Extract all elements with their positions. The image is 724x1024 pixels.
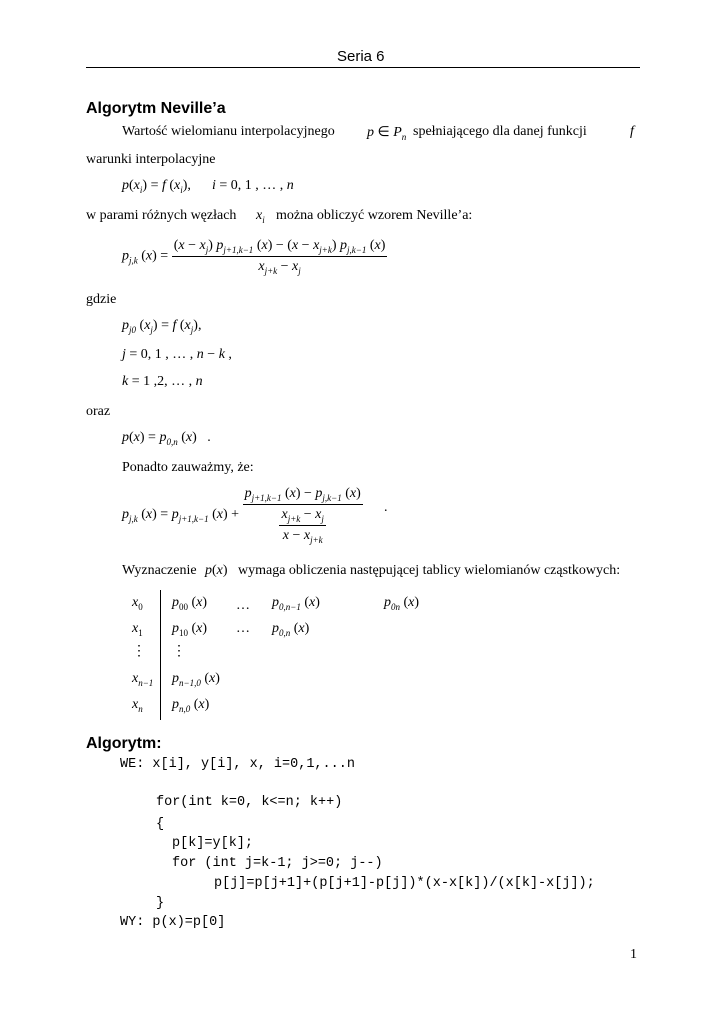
nodes-text-b: można obliczyć wzorem Neville’a: xyxy=(276,208,473,223)
section-heading-neville: Algorytm Neville’a xyxy=(86,100,226,117)
table-p0n: $p_{0,n}$ (x) xyxy=(272,621,310,638)
code-line-input: WE: x[i], y[i], x, i=0,1,...n xyxy=(120,757,355,772)
formula-interp-conditions: $p(x_i) = f$ $(x_i)$, i = 0, 1 , … , n xyxy=(122,178,294,195)
table-p0n-1: $p_{0,n-1}$ (x) xyxy=(272,595,320,612)
code-line-output: WY: p(x)=p[0] xyxy=(120,915,226,930)
table-x1: $x_1$ xyxy=(132,621,143,638)
table-dots-row1: … xyxy=(236,598,250,613)
formula-p-equals-p0n: $p(x) = p_{0,n}$ (x) . xyxy=(122,430,211,447)
page-number: 1 xyxy=(630,947,637,962)
table-p10: $p_{10}$ (x) xyxy=(172,621,208,638)
intro-text-line2: warunki interpolacyjne xyxy=(86,152,216,167)
table-dots-row2: … xyxy=(236,621,250,636)
nodes-text-a: w parami różnych węzłach xyxy=(86,208,237,223)
formula-k-range: k = 1 ,2, … , n xyxy=(122,374,203,389)
formula-neville-alt: $p_{j,k}$ $(x) = p_{j+1,k-1}$ (x) + $\frac{p_{j+1,k-1} (x) - p_{j,k-1} (x)}{\frac{x_{j+k} - x_j}{x - x_{j+k}}}$ xyxy=(122,486,361,545)
formula-neville: $p_{j,k}$ (x) = $\frac{(x - x_j) p_{j+1,k-1} (x) - (x - x_{j+k}) p_{j,k-1} (x)}{x_{j+k} - x_j}$ xyxy=(122,238,386,276)
period: . xyxy=(384,500,388,515)
intro-text-b: spełniającego dla danej funkcji xyxy=(413,124,587,139)
formula-f: f xyxy=(630,124,634,139)
table-divider xyxy=(160,590,161,720)
formula-px: p(x) xyxy=(205,563,228,578)
intro-text-a: Wartość wielomianu interpolacyjnego xyxy=(122,124,335,139)
formula-pj0: $p_{j0}$ $(x_j) = f$ $(x_j)$, xyxy=(122,318,202,335)
formula-xi: $x_i$ xyxy=(256,208,265,225)
section-heading-algorytm: Algorytm: xyxy=(86,735,162,752)
table-p0n-final: $p_{0n}$ (x) xyxy=(384,595,420,612)
table-p00: $p_{00}$ (x) xyxy=(172,595,208,612)
header-rule xyxy=(86,67,640,68)
label-gdzie: gdzie xyxy=(86,292,117,307)
wyznaczenie-text-a: Wyznaczenie xyxy=(122,563,197,578)
code-line-pk: p[k]=y[k]; xyxy=(172,836,254,851)
wyznaczenie-text-b: wymaga obliczenia następującej tablicy wielomianów cząstkowych: xyxy=(238,563,621,578)
code-line-for-j: for (int j=k-1; j>=0; j--) xyxy=(172,856,383,871)
page-header-title: Seria 6 xyxy=(337,48,385,65)
table-vdots-right: ⋮ xyxy=(172,644,186,659)
table-vdots-left: ⋮ xyxy=(132,644,146,659)
label-oraz: oraz xyxy=(86,404,111,419)
formula-p-in-Pn: p ∈ $P_n$ xyxy=(367,125,407,142)
label-ponadto: Ponadto zauważmy, że: xyxy=(122,460,254,475)
table-xn-1: $x_{n-1}$ xyxy=(132,671,154,688)
table-pn0: $p_{n,0}$ (x) xyxy=(172,697,210,714)
code-line-update: p[j]=p[j+1]+(p[j+1]-p[j])*(x-x[k])/(x[k]-x[j]); xyxy=(214,876,595,891)
code-line-close-brace: } xyxy=(156,896,165,911)
table-pn-10: $p_{n-1,0}$ (x) xyxy=(172,671,220,688)
code-line-for-k: for(int k=0, k<=n; k++) xyxy=(156,795,343,810)
table-xn: $x_n$ xyxy=(132,697,143,714)
table-x0: $x_0$ xyxy=(132,595,143,612)
code-line-open-brace: { xyxy=(156,817,165,832)
formula-j-range: j = 0, 1 , … , n − k , xyxy=(122,347,232,362)
